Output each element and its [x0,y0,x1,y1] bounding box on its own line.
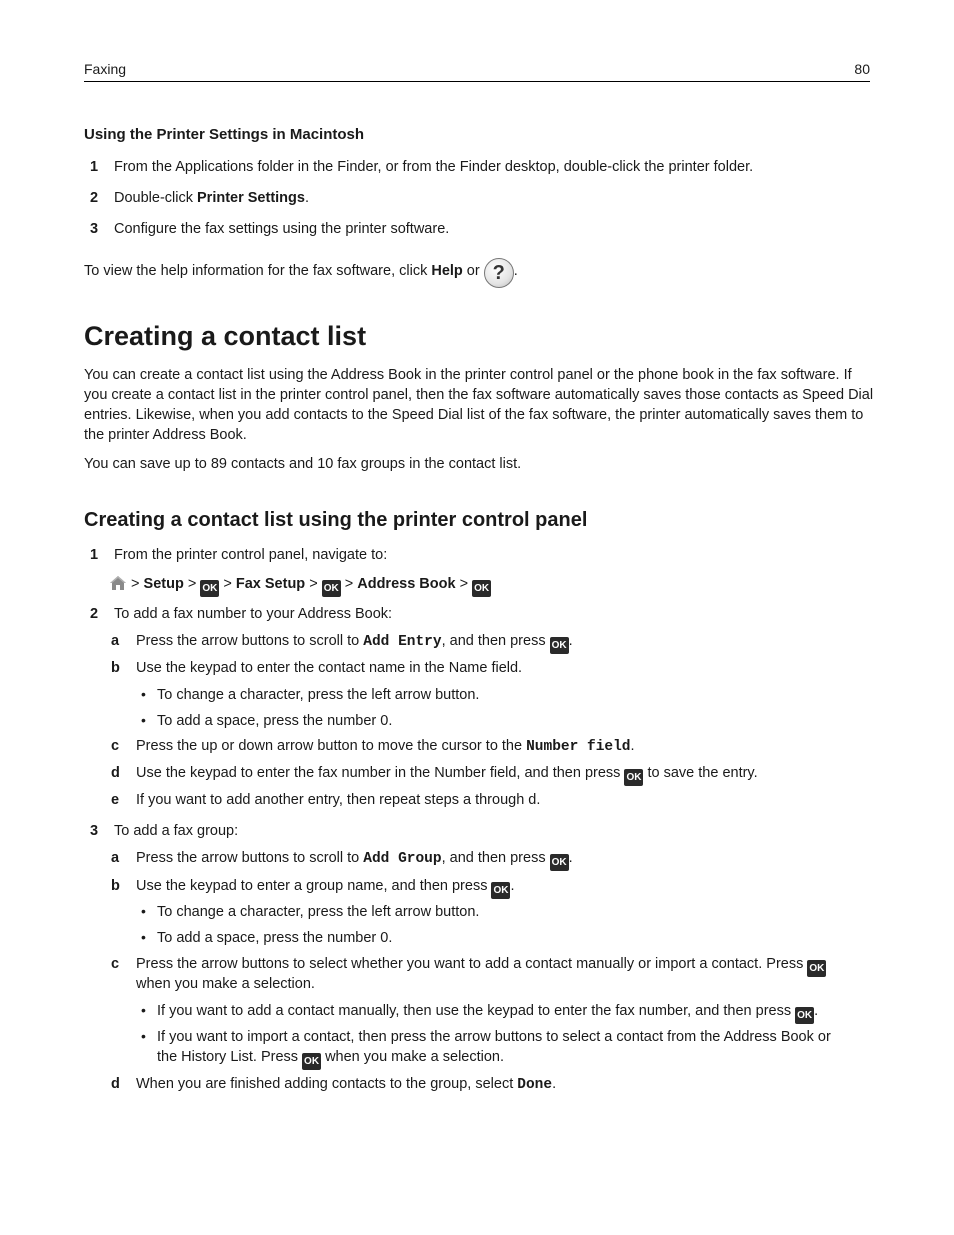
contact-limit-paragraph: You can save up to 89 contacts and 10 fax groups in the contact list. [84,456,522,472]
step-3c-bullet-1: • If you want to add a contact manually, then use the keypad to enter the fax number, and then press OK . [141,1000,818,1024]
page-header [84,61,870,82]
step-2d: d Use the keypad to enter the fax number in the Number field, and then press OK to save the entry. [111,763,758,786]
step-2c: c Press the up or down arrow button to move the cursor to the Number field. [111,738,635,755]
step-3c: c Press the arrow buttons to select whether you want to add a contact manually or import a contact. Press OK [111,954,826,977]
header-page-number: 80 [854,61,870,77]
step-3b: b Use the keypad to enter a group name, and then press OK . [111,876,515,899]
panel-step-1: 1 From the printer control panel, navigate to: [90,547,388,563]
mac-step-1: 1 From the Applications folder in the Finder, or from the Finder desktop, double-click the printer folder. [90,159,754,175]
step-2b-bullet-1: • To change a character, press the left arrow button. [141,686,480,703]
step-3c-bullet-2: • If you want to import a contact, then press the arrow buttons to select a contact from the Address Book or [141,1028,831,1045]
ok-button-icon: OK [302,1053,321,1070]
ok-button-icon: OK [322,580,341,597]
menu-path: > Setup > OK > Fax Setup > OK > Address Book > OK [109,574,491,597]
ok-button-icon: OK [550,637,569,654]
section-title: Creating a contact list [84,321,367,351]
mac-step-2: 2 Double-click Printer Settings. [90,190,309,206]
step-3c-line-2: when you make a selection. [136,976,315,992]
ok-button-icon: OK [200,580,219,597]
panel-step-2: 2 To add a fax number to your Address Book: [90,606,393,622]
ok-button-icon: OK [491,882,510,899]
ok-button-icon: OK [550,854,569,871]
subsection-title: Creating a contact list using the printer control panel [84,509,588,531]
ok-button-icon: OK [472,580,491,597]
step-3a: a Press the arrow buttons to scroll to Add Group, and then press OK . [111,848,573,871]
ok-button-icon: OK [624,769,643,786]
contact-intro-paragraph: You can create a contact list using the Address Book in the printer control panel or the phone book in the fax software. If you create a contact list in the printer control panel, then the fax software automatically saves those contacts as Speed Dial entries. Likewise, when you add contacts to the Speed Dial list of the fax software, the printer automatically saves them to the printer Address Book. [84,367,874,443]
step-2b-bullet-2: • To add a space, press the number 0. [141,712,393,729]
help-line: To view the help information for the fax software, click Help or ? . [84,258,518,288]
step-3c-bullet-2-line-2: the History List. Press OK when you make a selection. [157,1047,504,1070]
home-icon [109,575,127,597]
ok-button-icon: OK [795,1007,814,1024]
panel-step-3: 3 To add a fax group: [90,823,239,839]
step-2b: b Use the keypad to enter the contact name in the Name field. [111,660,523,676]
ok-button-icon: OK [807,960,826,977]
step-3b-bullet-2: • To add a space, press the number 0. [141,929,393,946]
step-2a: a Press the arrow buttons to scroll to Add Entry, and then press OK . [111,631,573,654]
step-3d: d When you are finished adding contacts to the group, select Done. [111,1076,557,1093]
step-3b-bullet-1: • To change a character, press the left arrow button. [141,903,480,920]
help-icon: ? [484,258,514,288]
mac-step-3: 3 Configure the fax settings using the printer software. [90,221,450,237]
mac-heading: Using the Printer Settings in Macintosh [84,126,365,143]
step-2e: e If you want to add another entry, then repeat steps a through d. [111,792,541,808]
header-section: Faxing [84,61,127,77]
